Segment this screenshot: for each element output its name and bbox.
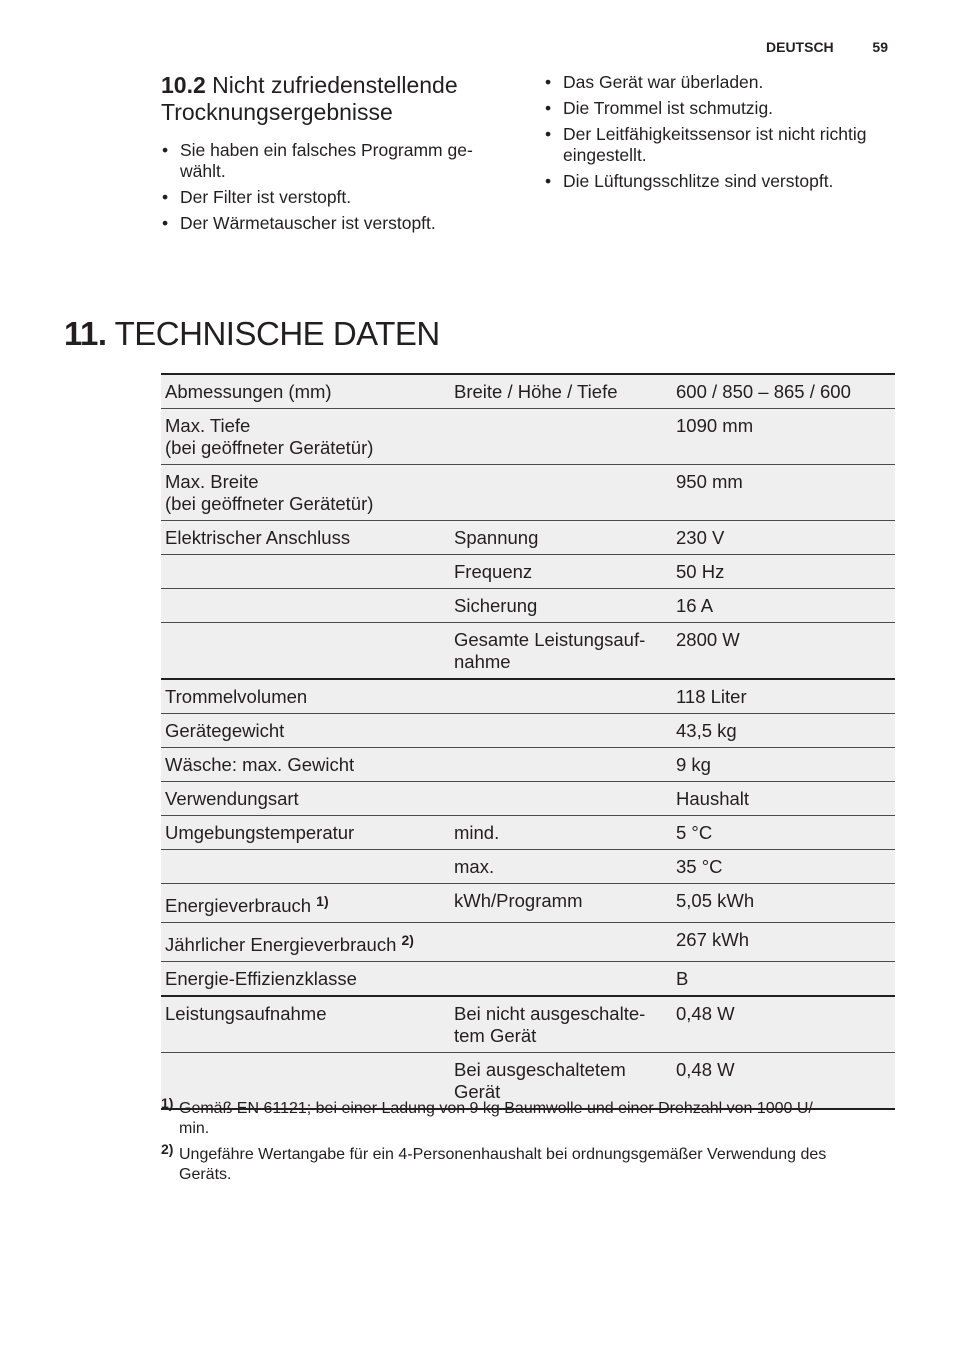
row-label: Wäsche: max. Gewicht xyxy=(165,754,355,775)
page-header xyxy=(766,39,894,57)
table-row xyxy=(161,374,895,409)
table-row xyxy=(161,996,895,1053)
row-label: Abmessungen (mm) xyxy=(165,381,332,402)
row-value: 9 kg xyxy=(672,748,895,782)
row-label: Leistungsaufnahme xyxy=(165,1003,327,1024)
row-detail xyxy=(450,748,672,782)
footnote-1 xyxy=(161,1095,895,1139)
row-label-cell xyxy=(161,996,450,1053)
table-row xyxy=(161,923,895,962)
table-row xyxy=(161,623,895,680)
footnote-text: Gemäß EN 61121; bei einer Ladung von 9 kg Baumwolle und einer Drehzahl von 1000 U/ min. xyxy=(179,1100,813,1137)
table-row xyxy=(161,714,895,748)
row-detail: Breite / Höhe / Tiefe xyxy=(450,374,672,409)
table-row xyxy=(161,589,895,623)
table-row xyxy=(161,409,895,465)
row-label: Trommelvolumen xyxy=(165,686,308,707)
page-number: 59 xyxy=(872,39,888,55)
row-label-cell xyxy=(161,679,450,714)
row-value: 35 °C xyxy=(672,850,895,884)
row-label-cell xyxy=(161,374,450,409)
row-label-cell xyxy=(161,409,450,465)
table-row xyxy=(161,521,895,555)
row-label-cell xyxy=(161,782,450,816)
row-detail xyxy=(450,923,672,962)
row-value: 2800 W xyxy=(672,623,895,680)
row-label-cell xyxy=(161,589,450,623)
row-detail: Spannung xyxy=(450,521,672,555)
list-item: • Das Gerät war überladen. xyxy=(544,72,896,93)
footnote-ref: 2) xyxy=(401,932,414,948)
row-detail: Frequenz xyxy=(450,555,672,589)
row-detail xyxy=(450,782,672,816)
footnote-text: Ungefähre Wertangabe für ein 4-Personenhaushalt bei ordnungsgemäßer Verwendung des Geräts. xyxy=(179,1146,827,1183)
row-label-cell xyxy=(161,884,450,923)
list-item: • Der Leitfähigkeitssensor ist nicht richtig eingestellt. xyxy=(544,124,896,166)
row-label-cell xyxy=(161,465,450,521)
row-label: Energieverbrauch xyxy=(165,895,312,916)
row-detail xyxy=(450,409,672,465)
row-label-cell xyxy=(161,623,450,680)
footnote-mark: 2) xyxy=(161,1141,174,1157)
row-value: 0,48 W xyxy=(672,996,895,1053)
row-label-cell xyxy=(161,923,450,962)
section-11-title: TECHNISCHE DATEN xyxy=(114,315,440,352)
list-item: • Die Trommel ist schmutzig. xyxy=(544,98,896,119)
bullet-column-right xyxy=(544,72,896,197)
row-detail: Gesamte Leistungsauf- nahme xyxy=(450,623,672,680)
row-value: 16 A xyxy=(672,589,895,623)
bullet-list-left xyxy=(161,140,501,234)
row-label: Energie-Effizienzklasse xyxy=(165,968,357,989)
row-label: Elektrischer Anschluss xyxy=(165,527,351,548)
row-label-cell xyxy=(161,555,450,589)
row-detail xyxy=(450,465,672,521)
table-row xyxy=(161,782,895,816)
row-detail: max. xyxy=(450,850,672,884)
table-row xyxy=(161,465,895,521)
row-detail: kWh/Programm xyxy=(450,884,672,923)
table-row xyxy=(161,962,895,997)
row-detail xyxy=(450,714,672,748)
bullet-list-right xyxy=(544,72,896,192)
section-10-2-title: Nicht zufriedenstellende Trocknungsergebnisse xyxy=(161,72,458,125)
technical-data-table-body xyxy=(161,374,895,1109)
row-value: 230 V xyxy=(672,521,895,555)
row-label: Gerätegewicht xyxy=(165,720,285,741)
row-value: 43,5 kg xyxy=(672,714,895,748)
list-item: • Der Wärmetauscher ist verstopft. xyxy=(161,213,501,234)
row-value: 5 °C xyxy=(672,816,895,850)
row-value: B xyxy=(672,962,895,997)
footnote-2 xyxy=(161,1141,895,1185)
row-label: Max. Tiefe (bei geöffneter Gerätetür) xyxy=(165,415,374,458)
row-detail: Bei ausgeschaltetem Gerät xyxy=(450,1053,672,1110)
table-row xyxy=(161,816,895,850)
footnote-mark: 1) xyxy=(161,1095,174,1111)
row-value: 950 mm xyxy=(672,465,895,521)
row-label: Verwendungsart xyxy=(165,788,299,809)
row-label-cell xyxy=(161,714,450,748)
row-detail: Sicherung xyxy=(450,589,672,623)
list-item: • Der Filter ist verstopft. xyxy=(161,187,501,208)
row-detail xyxy=(450,962,672,997)
row-value: 5,05 kWh xyxy=(672,884,895,923)
section-10-2-number: 10.2 xyxy=(161,72,206,98)
row-label-cell xyxy=(161,748,450,782)
row-label: Max. Breite (bei geöffneter Gerätetür) xyxy=(165,471,374,514)
row-label-cell xyxy=(161,962,450,997)
section-11-number: 11. xyxy=(64,315,107,352)
row-value: 0,48 W xyxy=(672,1053,895,1110)
table-row xyxy=(161,884,895,923)
technical-data-table xyxy=(161,373,895,1110)
table-row xyxy=(161,555,895,589)
row-detail: Bei nicht ausgeschalte- tem Gerät xyxy=(450,996,672,1053)
row-value: 267 kWh xyxy=(672,923,895,962)
row-label-cell xyxy=(161,850,450,884)
row-value: 118 Liter xyxy=(672,679,895,714)
section-11-heading xyxy=(64,314,440,354)
list-item: • Die Lüftungsschlitze sind verstopft. xyxy=(544,171,896,192)
list-item: • Sie haben ein falsches Programm ge-wählt. xyxy=(161,140,501,182)
section-10-2 xyxy=(161,72,501,239)
table-row xyxy=(161,679,895,714)
row-value: 600 / 850 – 865 / 600 xyxy=(672,374,895,409)
row-label-cell xyxy=(161,521,450,555)
footnote-ref: 1) xyxy=(316,893,329,909)
row-value: 50 Hz xyxy=(672,555,895,589)
row-label: Jährlicher Energieverbrauch xyxy=(165,934,397,955)
row-label: Umgebungstemperatur xyxy=(165,822,355,843)
row-value: 1090 mm xyxy=(672,409,895,465)
language-label: DEUTSCH xyxy=(766,39,834,55)
table-row xyxy=(161,748,895,782)
row-detail xyxy=(450,679,672,714)
row-label-cell xyxy=(161,816,450,850)
table-row xyxy=(161,850,895,884)
row-detail: mind. xyxy=(450,816,672,850)
section-10-2-heading xyxy=(161,72,501,126)
row-value: Haushalt xyxy=(672,782,895,816)
